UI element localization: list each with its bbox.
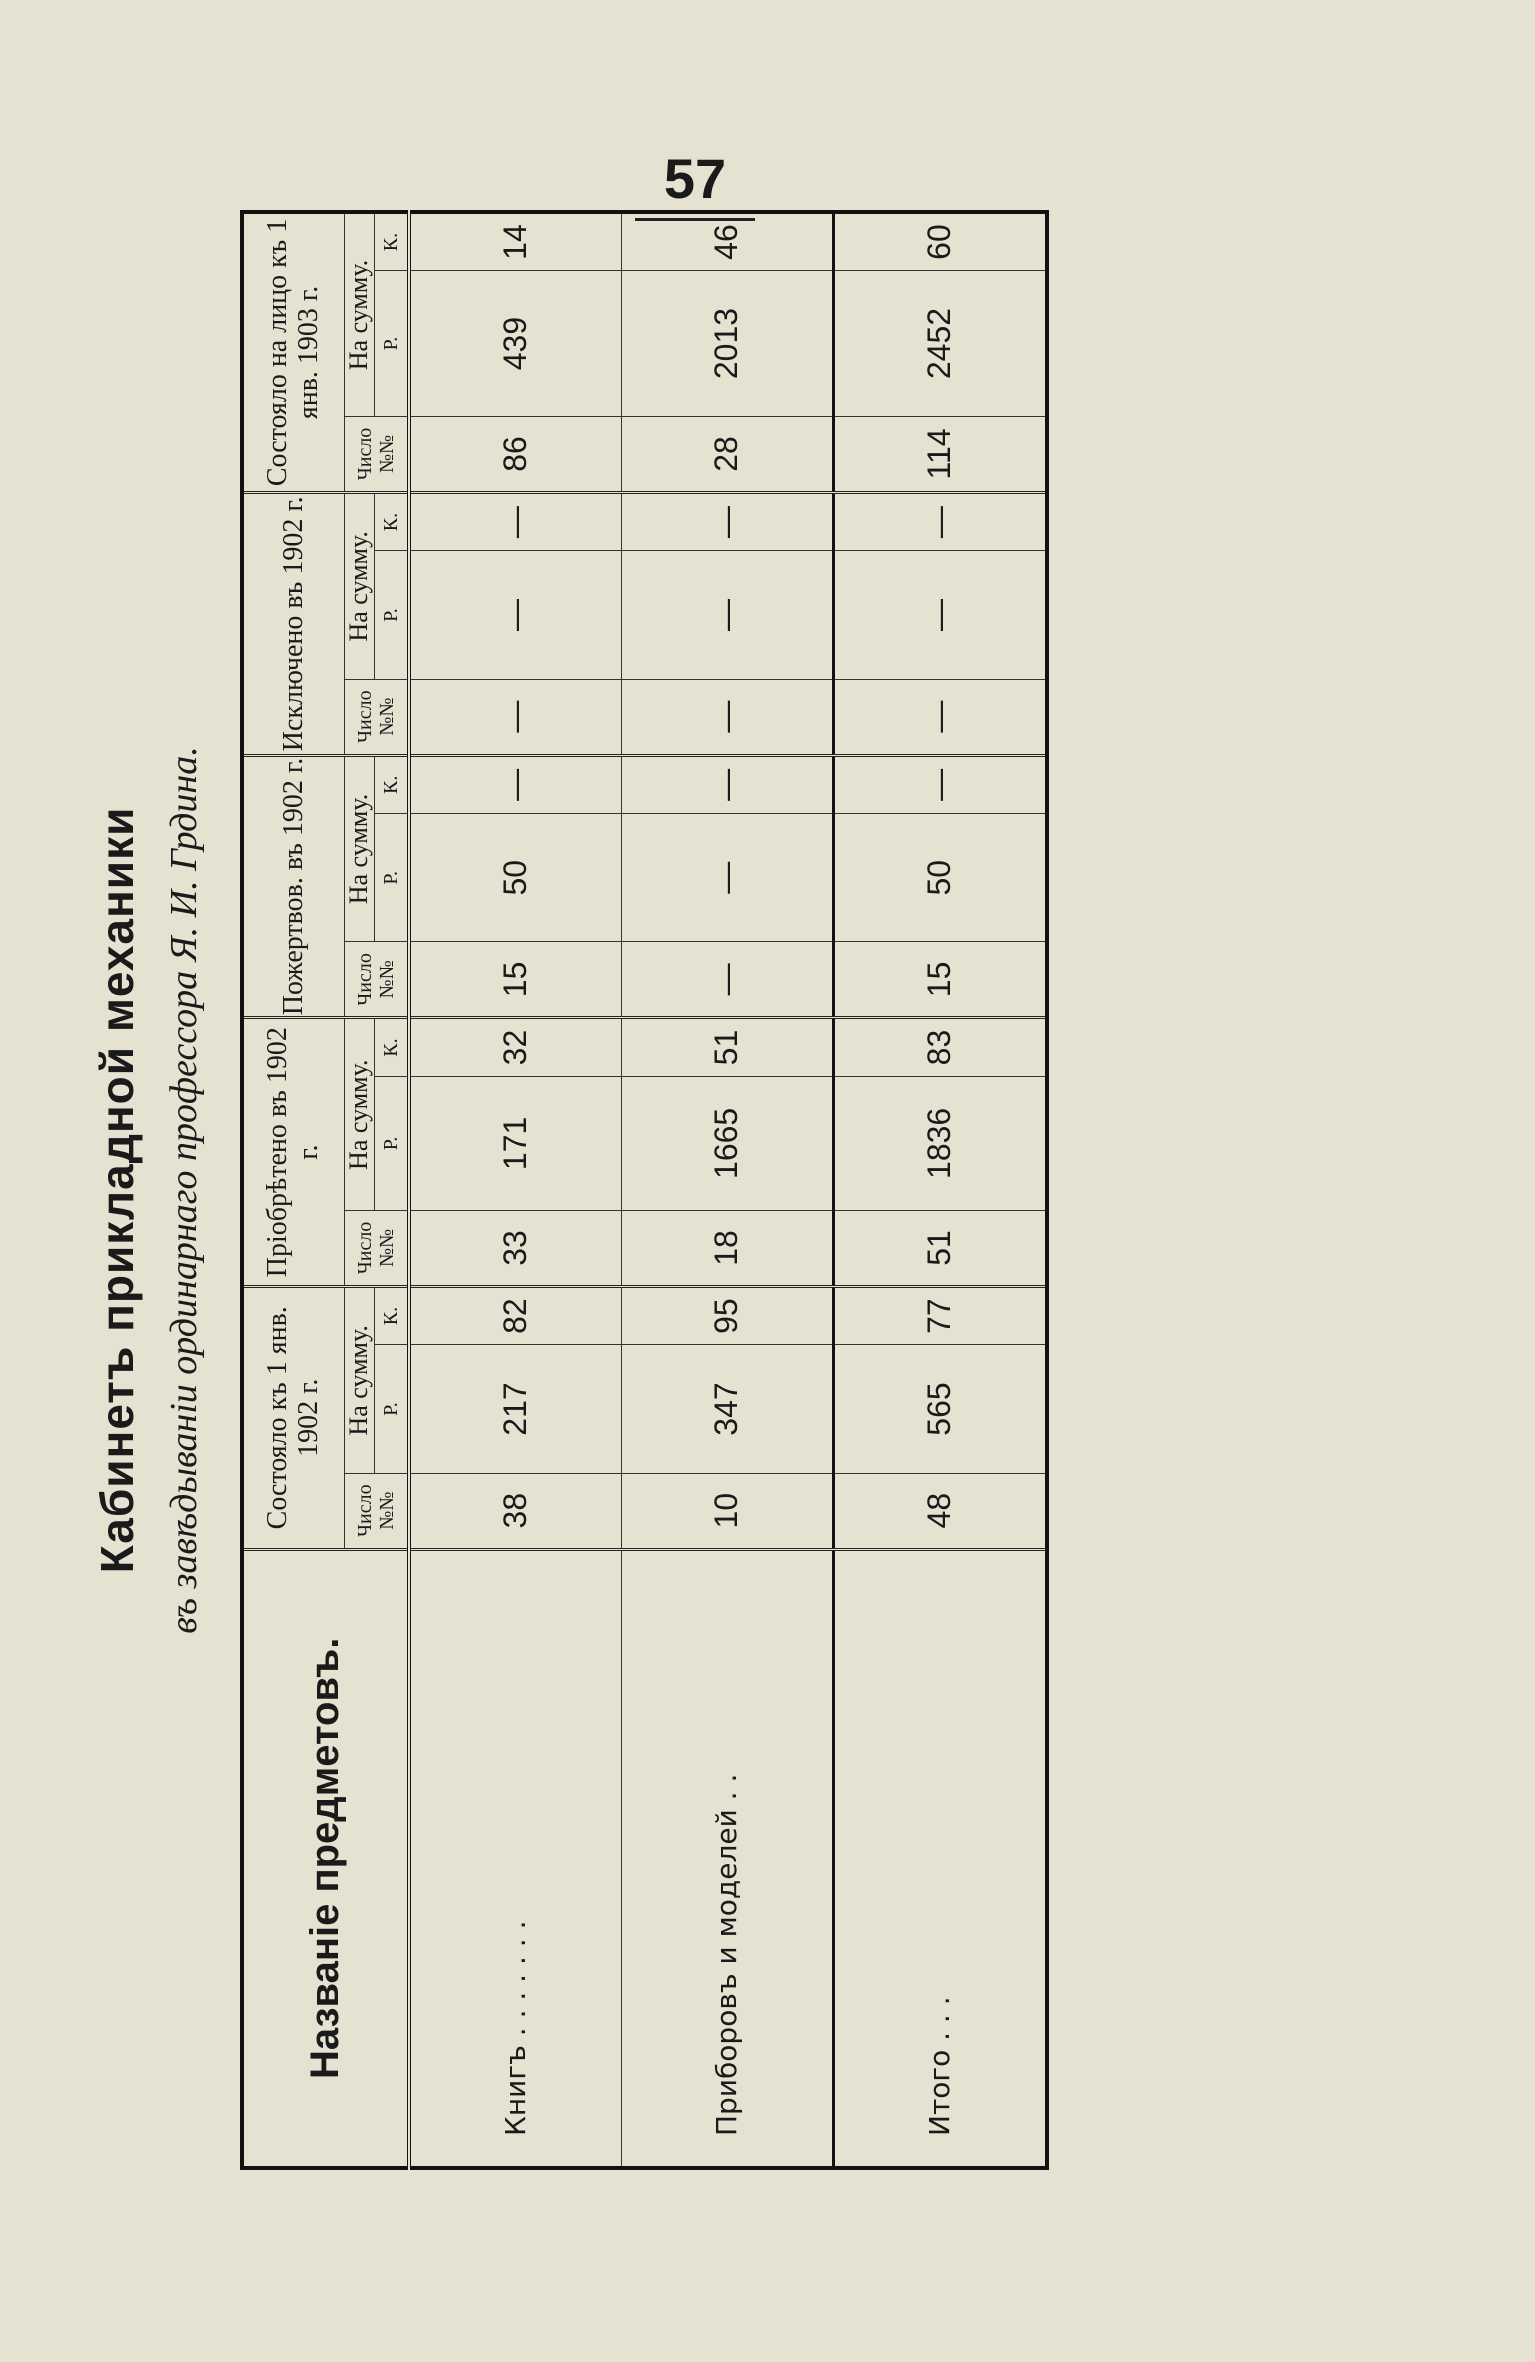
cell: 114 — [833, 417, 1047, 493]
header-group-start: Состояло къ 1 янв. 1902 г. — [242, 1286, 345, 1549]
header-count: Число №№ — [345, 1473, 409, 1549]
inventory-table — [240, 210, 1049, 2170]
header-rubles: Р. — [374, 1345, 409, 1473]
cell: 46 — [621, 212, 833, 271]
cell: 18 — [621, 1211, 833, 1287]
cell: 60 — [833, 212, 1047, 271]
cell: 14 — [409, 212, 622, 271]
cell: — — [409, 551, 622, 679]
cell: — — [833, 551, 1047, 679]
cell: — — [409, 679, 622, 755]
cell: 82 — [409, 1286, 622, 1344]
header-kopecks: К. — [374, 755, 409, 813]
header-group-acquired: Пріобрѣтено въ 1902 г. — [242, 1018, 345, 1287]
cell: 28 — [621, 417, 833, 493]
cell: 38 — [409, 1473, 622, 1549]
row-label: Приборовъ и моделей . . — [621, 1549, 833, 2168]
row-label: Итого . . . — [833, 1549, 1047, 2168]
cell: 565 — [833, 1345, 1047, 1473]
header-count: Число №№ — [345, 679, 409, 755]
cell: — — [833, 755, 1047, 813]
header-sum: На сумму. — [345, 1286, 375, 1473]
cell: 15 — [409, 942, 622, 1018]
header-count: Число №№ — [345, 1211, 409, 1287]
cell: 439 — [409, 271, 622, 417]
cell: — — [621, 755, 833, 813]
header-sum: На сумму. — [345, 755, 375, 942]
cell: 77 — [833, 1286, 1047, 1344]
cell: 86 — [409, 417, 622, 493]
cell: 1836 — [833, 1076, 1047, 1210]
cell: 48 — [833, 1473, 1047, 1549]
header-rubles: Р. — [374, 551, 409, 679]
cell: — — [409, 755, 622, 813]
table-row-books — [409, 212, 622, 2168]
cell: — — [833, 679, 1047, 755]
cell: — — [621, 492, 833, 550]
page-number: 57 — [663, 147, 727, 210]
cell: 83 — [833, 1018, 1047, 1076]
cell: 50 — [833, 814, 1047, 942]
header-rubles: Р. — [374, 814, 409, 942]
cell: 51 — [833, 1211, 1047, 1287]
header-kopecks: К. — [374, 1286, 409, 1344]
cell: 50 — [409, 814, 622, 942]
table-subtitle: въ завѣдываніи ординарнаго профессора Я. И. Грдина. — [163, 746, 205, 1634]
row-label: Книгъ . . . . . . . — [409, 1549, 622, 2168]
header-count: Число №№ — [345, 942, 409, 1018]
cell: 217 — [409, 1345, 622, 1473]
cell: 32 — [409, 1018, 622, 1076]
cell: — — [409, 492, 622, 550]
cell: 10 — [621, 1473, 833, 1549]
header-kopecks: К. — [374, 212, 409, 271]
header-group-excluded: Исключено въ 1902 г. — [242, 492, 345, 755]
cell: 1665 — [621, 1076, 833, 1210]
cell: 51 — [621, 1018, 833, 1076]
header-kopecks: К. — [374, 1018, 409, 1076]
table-row-total — [833, 212, 1047, 2168]
cell: — — [621, 814, 833, 942]
cell: — — [621, 679, 833, 755]
header-sum: На сумму. — [345, 492, 375, 679]
table-title: Кабинетъ прикладной механики — [91, 806, 143, 1574]
cell: 15 — [833, 942, 1047, 1018]
header-kopecks: К. — [374, 492, 409, 550]
cell: — — [621, 551, 833, 679]
header-count: Число №№ — [345, 417, 409, 493]
header-item-name: Названіе предметовъ. — [242, 1549, 409, 2168]
rotated-table-region — [90, 210, 1320, 2170]
header-rubles: Р. — [374, 1076, 409, 1210]
cell: 2452 — [833, 271, 1047, 417]
cell: 2013 — [621, 271, 833, 417]
cell: — — [621, 942, 833, 1018]
header-sum: На сумму. — [345, 1018, 375, 1211]
cell: 171 — [409, 1076, 622, 1210]
cell: 33 — [409, 1211, 622, 1287]
table-row-instruments — [621, 212, 833, 2168]
header-group-end: Состояло на лицо къ 1 янв. 1903 г. — [242, 212, 345, 492]
header-rubles: Р. — [374, 271, 409, 417]
header-sum: На сумму. — [345, 212, 375, 417]
header-group-donated: Пожертвов. въ 1902 г. — [242, 755, 345, 1018]
cell: 347 — [621, 1345, 833, 1473]
cell: 95 — [621, 1286, 833, 1344]
cell: — — [833, 492, 1047, 550]
